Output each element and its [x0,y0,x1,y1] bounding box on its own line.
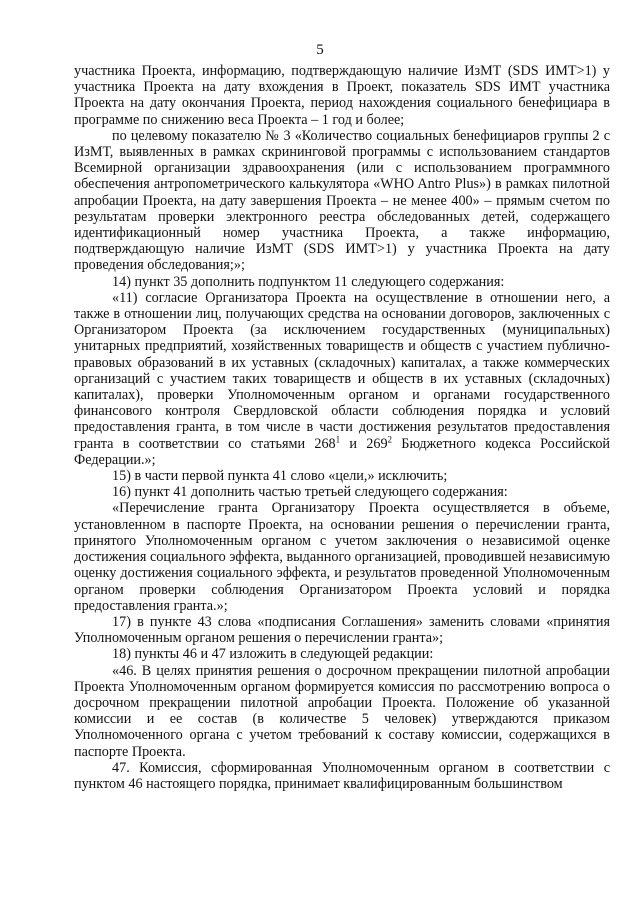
superscript-1: 1 [335,433,341,444]
paragraph-9: 18) пункты 46 и 47 изложить в следующей редакции: [112,646,434,663]
paragraph-4-mid: и 269 [340,435,388,452]
paragraph-11: 47. Комиссия, сформированная Уполномоченным органом в соответствии с пунктом 46 настоящего порядка, принимает квалифицированным большинством [74,759,610,792]
paragraph-6: 16) пункт 41 дополнить частью третьей следующего содержания: [112,484,508,501]
superscript-2: 2 [387,433,393,444]
document-body [74,63,610,792]
paragraph-10: «46. В целях принятия решения о досрочном прекращении пилотной апробации Проекта Уполномоченным органом формируется комиссия по рассмотрению вопроса о досрочном прекращении пилотной апробации Проекта. Положение об указанной комиссии и ее состав (в количестве 5 человек) утверждаются приказом Уполномоченного органа с учетом требований к составу комиссии, содержащихся в паспорте Проекта. [74,662,610,760]
paragraph-2: по целевому показателю № 3 «Количество социальных бенефициаров группы 2 с ИзМТ, выявленных в рамках скрининговой программы с использованием стандартов Всемирной организации здравоохранения (или с использованием программного обеспечения антропометрического калькулятора «WHO Antro Plus») в рамках пилотной апробации Проекта, на дату завершения Проекта – не менее 400» – прямым счетом по результатам проверки электронного реестра обследованных детей, содержащего идентификационный номер участника Проекта, а также информацию, подтверждающую наличие ИзМТ (SDS ИМТ>1) у участника Проекта на дату проведения обследования;»; [74,127,610,274]
paragraph-1: участника Проекта, информацию, подтверждающую наличие ИзМТ (SDS ИМТ>1) у участника Проекта на дату вхождения в Проект, показатель SDS ИМТ участника Проекта на дату окончания Проекта, период нахождения социального бенефициара в программе по снижению веса Проекта – 1 год и более; [74,63,610,128]
page-number: 5 [316,42,324,58]
paragraph-4-text: «11) согласие Организатора Проекта на осуществление в отношении него, а также в отношении лиц, получающих средства на основании договоров, заключенных с Организатором Проекта (за исключением государственных (муниципальных) унитарных предприятий, хозяйственных товариществ и обществ с участием публично-правовых образований в их уставных (складочных) капиталах, а также коммерческих организаций с участием таких товариществ и обществ в их уставных (складочных) капиталах), проверки Уполномоченным органом и органами государственного финансового контроля Свердловской области соблюдения порядка и условий предоставления гранта, в том числе в части достижения результатов предоставления гранта в соответствии со статьями 268 [74,289,610,452]
paragraph-4 [74,290,610,468]
paragraph-3: 14) пункт 35 дополнить подпунктом 11 следующего содержания: [112,273,505,290]
paragraph-5: 15) в части первой пункта 41 слово «цели,» исключить; [112,468,448,485]
paragraph-8: 17) в пункте 43 слова «подписания Соглашения» заменить словами «принятия Уполномоченным органом решения о перечислении гранта»; [74,613,610,647]
paragraph-4-tail: Бюджетного кодекса Российской Федерации.»; [74,435,611,468]
paragraph-7: «Перечисление гранта Организатору Проекта осуществляется в объеме, установленном в паспорте Проекта, на основании решения о перечислении гранта, принятого Уполномоченным органом с учетом заключения о независимой оценке достижения социального эффекта, выданного организацией, проводившей независимую оценку достижения социального эффекта, и результатов проведенной Уполномоченным органом проверки соблюдения Организатором Проекта условий и порядка предоставления гранта.»; [74,500,610,614]
